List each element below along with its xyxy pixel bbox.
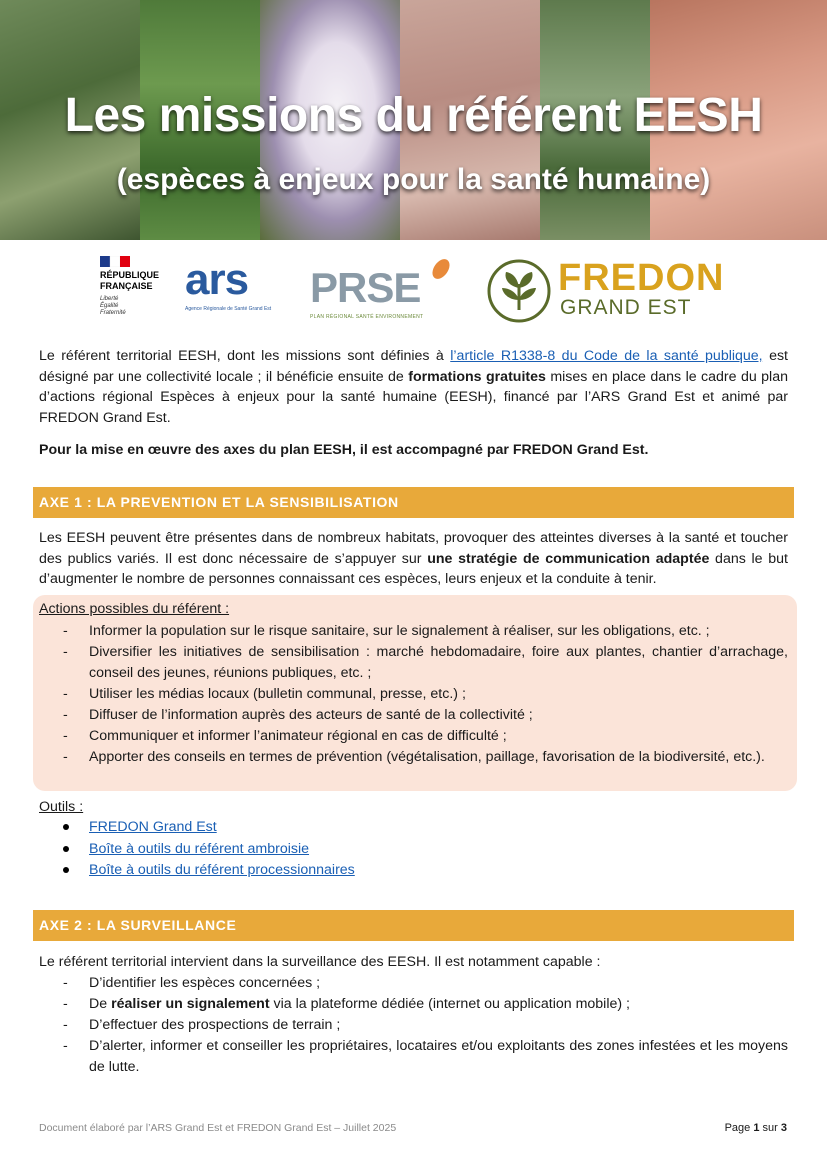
ambroisie-toolbox-link[interactable]: Boîte à outils du référent ambroisie [89,840,310,857]
intro-accompaniment: Pour la mise en œuvre des axes du plan EESH, il est accompagné par FREDON Grand Est. [39,442,649,458]
list-item: - Informer la population sur le risque sanitaire, sur le signalement à réaliser, sur les obligations, etc. ; [63,623,710,639]
list-item: - D’identifier les espèces concernées ; [63,975,321,991]
tools-label: Outils : [39,799,84,815]
processionnaires-toolbox-link[interactable]: Boîte à outils du référent processionnaires [89,862,355,878]
fredon-grand-est-link[interactable]: FREDON Grand Est [89,819,217,835]
fredon-logo-name: FREDON [558,257,725,299]
list-item: - D’effectuer des prospections de terrain ; [63,1017,341,1033]
ars-logo: ars [185,255,249,304]
tools-list [39,817,355,882]
fredon-logo-subtitle: GRAND EST [560,296,692,319]
list-item: - De réaliser un signalement via la plateforme dédiée (internet ou application mobile) ; [63,996,630,1012]
list-item: - Diversifier les initiatives de sensibilisation : marché hebdomadaire, foire aux plantes, chantier d’arrachage, conseil des jeunes, réunions publiques, etc. ; [63,644,788,681]
article-r1338-8-link[interactable]: l’article R1338-8 du Code de la santé publique, [450,348,763,364]
footer-credit: Document élaboré par l’ARS Grand Est et FREDON Grand Est – Juillet 2025 [39,1122,397,1134]
list-item: - Apporter des conseils en termes de prévention (végétalisation, paillage, favorisation de la biodiversité, etc.). [63,749,765,765]
fredon-plant-icon [486,258,552,324]
surveillance-list [39,973,788,1078]
page-title: Les missions du référent EESH [64,89,763,142]
bullet-icon [63,846,69,852]
list-item: - Communiquer et informer l’animateur régional en cas de difficulté ; [63,728,507,744]
republique-name: RÉPUBLIQUE FRANÇAISE [100,270,160,291]
actions-list [39,621,788,768]
axe1-heading: AXE 1 : LA PREVENTION ET LA SENSIBILISATION [33,487,794,518]
list-item [39,817,355,839]
header-banner [0,0,827,240]
page-number: Page 1 sur 3 [724,1122,787,1134]
axe2-heading: AXE 2 : LA SURVEILLANCE [33,910,794,941]
list-item [39,860,355,882]
ars-logo-subtitle: Agence Régionale de Santé Grand Est [185,306,272,312]
prse-logo-subtitle: PLAN RÉGIONAL SANTÉ ENVIRONNEMENT [310,314,424,320]
axe2-intro: Le référent territorial intervient dans la surveillance des EESH. Il est notamment capable : [39,954,601,970]
axe1-paragraph: Les EESH peuvent être présentes dans de nombreux habitats, provoquer des atteintes diverses à la santé et toucher des publics variés. Il est donc nécessaire de s’appuyer sur une stratégie de communication adaptée dans le but d’augmenter le nombre de personnes connaissant ces espèces, leurs enjeux et la conduite à tenir. [39,530,788,587]
prse-logo-text: PRSE [310,264,421,311]
actions-label: Actions possibles du référent : [39,601,230,617]
french-flag-icon [100,256,130,267]
list-item: - D’alerter, informer et conseiller les propriétaires, locataires et/ou exploitants des zones infestées et les moyens de lutte. [63,1038,788,1075]
list-item [39,839,355,861]
bullet-icon [63,867,69,873]
leaf-icon [428,256,454,282]
list-item: - Diffuser de l’information auprès des acteurs de santé de la collectivité ; [63,707,533,723]
prse-logo [310,252,460,334]
bullet-icon [63,824,69,830]
intro-paragraph: Le référent territorial EESH, dont les missions sont définies à l’article R1338-8 du Code de la santé publique, est désigné par une collectivité locale ; il bénéficie ensuite de formations gratuites mises en place dans le cadre du plan d’actions régional Espèces à enjeux pour la santé humaine (EESH), financé par l’ARS Grand Est et animé par FREDON Grand Est. [39,348,788,426]
republique-motto: Liberté Égalité Fraternité [100,296,126,316]
page-subtitle: (espèces à enjeux pour la santé humaine) [116,163,711,196]
list-item: - Utiliser les médias locaux (bulletin communal, presse, etc.) ; [63,686,466,702]
